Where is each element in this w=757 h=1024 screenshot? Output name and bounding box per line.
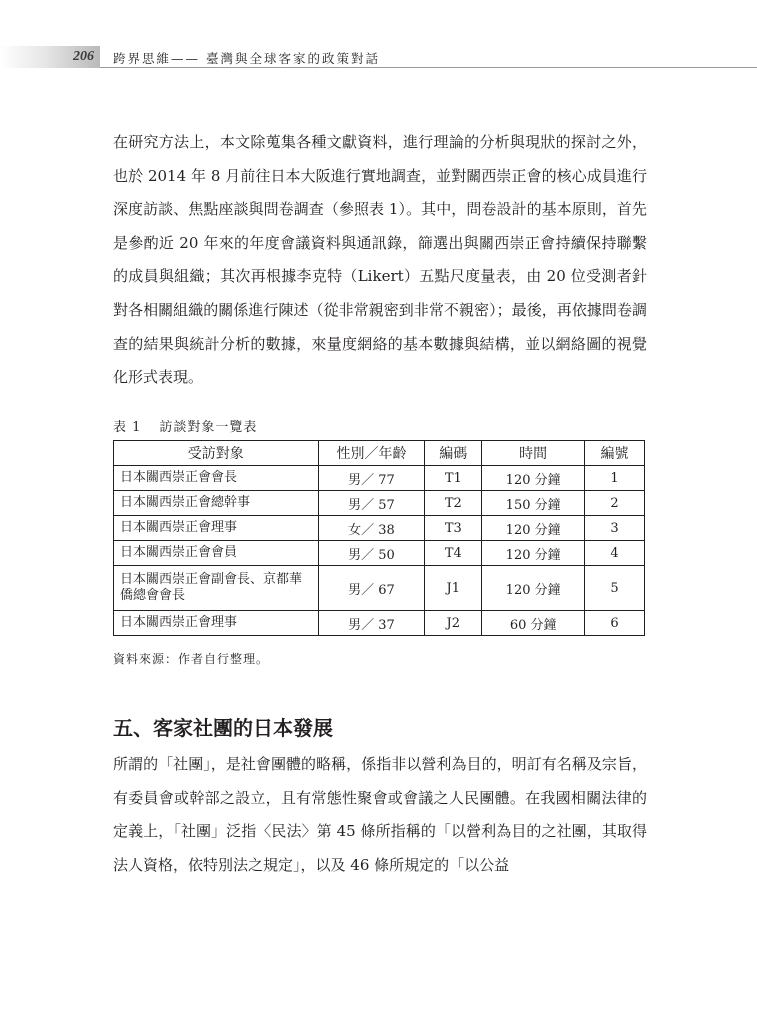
column-header-number: 編號 [585,441,645,466]
cell-gender-age: 女／ 38 [318,516,425,541]
page-number: 206 [73,49,94,64]
table-header-row [114,441,645,466]
cell-gender-age: 男／ 67 [318,566,425,611]
cell-number: 4 [585,541,645,566]
cell-interviewee: 日本關西崇正會理事 [114,611,319,636]
cell-code: T2 [425,491,482,516]
cell-gender-age: 男／ 37 [318,611,425,636]
cell-number: 6 [585,611,645,636]
cell-number: 1 [585,466,645,491]
section-heading: 五、客家社團的日本發展 [113,716,333,740]
cell-code: T3 [425,516,482,541]
cell-duration: 120 分鐘 [482,566,585,611]
table-row [114,541,645,566]
column-header-interviewee: 受訪對象 [114,441,319,466]
column-header-duration: 時間 [482,441,585,466]
cell-interviewee: 日本關西崇正會總幹事 [114,491,319,516]
column-header-gender-age: 性別／年齡 [318,441,425,466]
table-row [114,566,645,611]
cell-duration: 120 分鐘 [482,466,585,491]
table-caption-number: 表 1 [113,420,142,435]
cell-code: J1 [425,566,482,611]
cell-duration: 60 分鐘 [482,611,585,636]
table-row [114,491,645,516]
header-rule [100,67,757,68]
running-header [0,46,757,68]
cell-duration: 120 分鐘 [482,541,585,566]
body-paragraph-methods: 在研究方法上，本文除蒐集各種文獻資料，進行理論的分析與現狀的探討之外，也於 2014 年 8 月前往日本大阪進行實地調查，並對關西崇正會的核心成員進行深度訪談、焦點座談與問卷調查（參照表 1）。其中，問卷設計的基本原則，首先是參酌近 20 年來的年度會議資料與通訊錄，篩選出與關西崇正會持續保持聯繫的成員與組織；其次再根據李克特（Likert）五點尺度量表，由 20 位受測者針對各相關組織的關係進行陳述（從非常親密到非常不親密）；最後，再依據問卷調查的結果與統計分析的數據，來量度網絡的基本數據與結構，並以網絡圖的視覺化形式表現。 [113,133,647,387]
table-caption [113,416,257,435]
cell-interviewee: 日本關西崇正會會員 [114,541,319,566]
table-row [114,466,645,491]
cell-gender-age: 男／ 57 [318,491,425,516]
table-source-note: 資料來源：作者自行整理。 [113,652,270,666]
cell-interviewee: 日本關西崇正會副會長、京都華僑總會會長 [114,566,319,611]
body-paragraph-association: 所謂的「社團」，是社會團體的略稱，係指非以營利為目的，明訂有名稱及宗旨，有委員會或幹部之設立，且有常態性聚會或會議之人民團體。在我國相關法律的定義上，「社團」泛指〈民法〉第 45 條所指稱的「以營利為目的之社團，其取得法人資格，依特別法之規定」，以及 46 條所規定的「以公益 [113,755,647,874]
cell-gender-age: 男／ 77 [318,466,425,491]
table-row [114,516,645,541]
cell-number: 5 [585,566,645,611]
cell-number: 2 [585,491,645,516]
cell-duration: 150 分鐘 [482,491,585,516]
cell-gender-age: 男／ 50 [318,541,425,566]
running-title: 跨界思維—— 臺灣與全球客家的政策對話 [113,51,380,66]
table-row [114,611,645,636]
cell-interviewee: 日本關西崇正會會長 [114,466,319,491]
cell-interviewee: 日本關西崇正會理事 [114,516,319,541]
cell-code: T4 [425,541,482,566]
cell-code: T1 [425,466,482,491]
table-caption-title: 訪談對象一覽表 [159,420,258,435]
cell-duration: 120 分鐘 [482,516,585,541]
column-header-code: 編碼 [425,441,482,466]
interviewee-table [113,440,645,636]
cell-code: J2 [425,611,482,636]
cell-number: 3 [585,516,645,541]
